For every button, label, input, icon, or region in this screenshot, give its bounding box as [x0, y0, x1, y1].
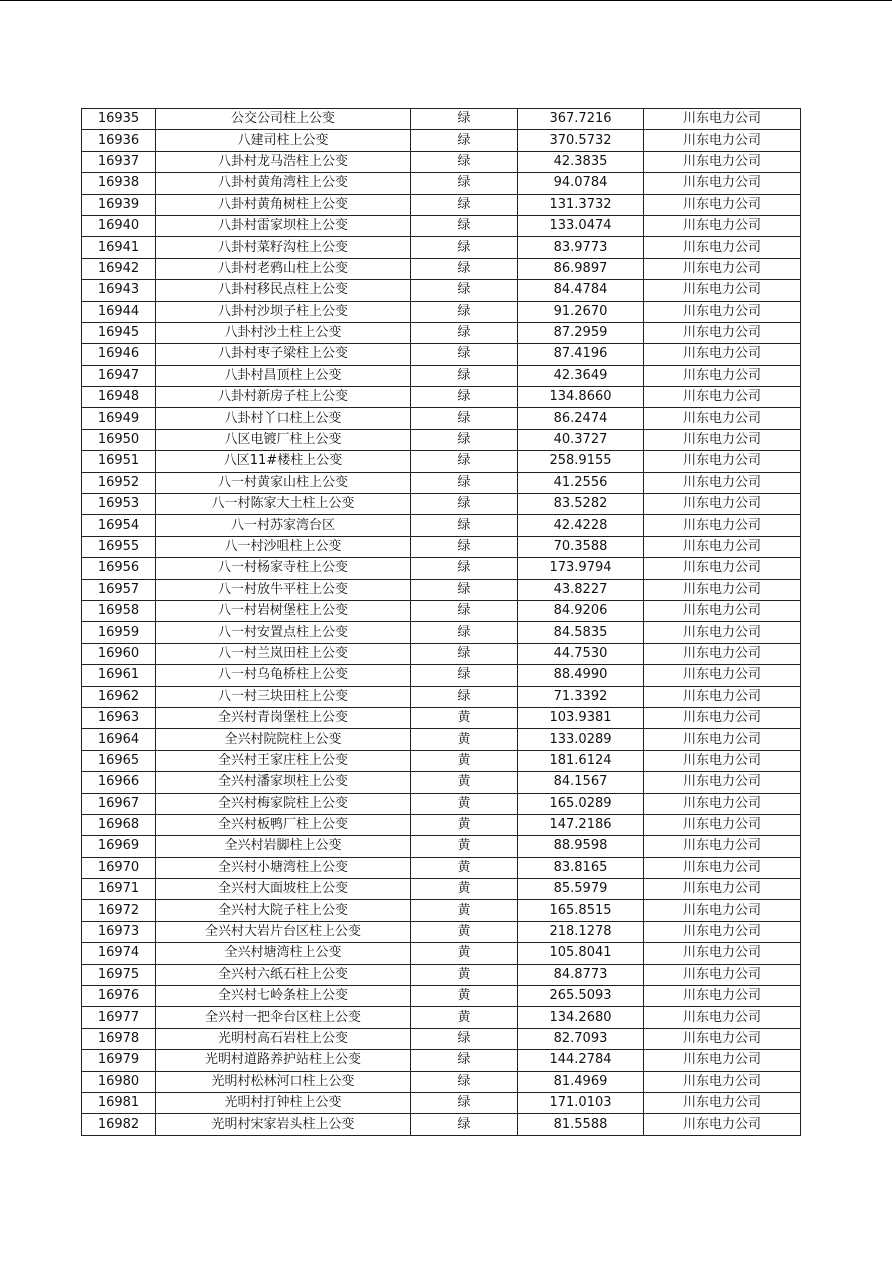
company-cell: 川东电力公司 [644, 494, 801, 515]
status-cell: 黄 [411, 900, 518, 921]
page-top-border [0, 0, 892, 1]
station-name-cell: 八一村黄家山柱上公变 [156, 472, 411, 493]
row-id-cell: 16941 [82, 237, 156, 258]
table-row [82, 1050, 801, 1071]
status-cell: 绿 [411, 322, 518, 343]
station-name-cell: 八卦村龙马浩柱上公变 [156, 151, 411, 172]
row-id-cell: 16978 [82, 1028, 156, 1049]
row-id-cell: 16940 [82, 215, 156, 236]
status-cell: 黄 [411, 772, 518, 793]
company-cell: 川东电力公司 [644, 1028, 801, 1049]
station-name-cell: 全兴村大院子柱上公变 [156, 900, 411, 921]
station-name-cell: 全兴村潘家坝柱上公变 [156, 772, 411, 793]
company-cell: 川东电力公司 [644, 857, 801, 878]
value-cell: 105.8041 [518, 943, 644, 964]
station-name-cell: 八卦村枣子梁柱上公变 [156, 344, 411, 365]
row-id-cell: 16960 [82, 643, 156, 664]
status-cell: 绿 [411, 494, 518, 515]
company-cell: 川东电力公司 [644, 515, 801, 536]
station-name-cell: 八卦村新房子柱上公变 [156, 387, 411, 408]
status-cell: 绿 [411, 622, 518, 643]
value-cell: 86.2474 [518, 408, 644, 429]
table-row [82, 494, 801, 515]
row-id-cell: 16959 [82, 622, 156, 643]
table-row [82, 964, 801, 985]
row-id-cell: 16971 [82, 879, 156, 900]
company-cell: 川东电力公司 [644, 943, 801, 964]
table-row [82, 109, 801, 130]
station-name-cell: 全兴村大面坡柱上公变 [156, 879, 411, 900]
station-name-cell: 八卦村昌顶柱上公变 [156, 365, 411, 386]
table-row [82, 857, 801, 878]
row-id-cell: 16964 [82, 729, 156, 750]
table-row [82, 686, 801, 707]
company-cell: 川东电力公司 [644, 1071, 801, 1092]
row-id-cell: 16945 [82, 322, 156, 343]
value-cell: 103.9381 [518, 707, 644, 728]
value-cell: 265.5093 [518, 986, 644, 1007]
station-name-cell: 全兴村梅家院柱上公变 [156, 793, 411, 814]
company-cell: 川东电力公司 [644, 1092, 801, 1113]
value-cell: 83.5282 [518, 494, 644, 515]
value-cell: 84.4784 [518, 280, 644, 301]
company-cell: 川东电力公司 [644, 429, 801, 450]
company-cell: 川东电力公司 [644, 1050, 801, 1071]
row-id-cell: 16949 [82, 408, 156, 429]
status-cell: 绿 [411, 151, 518, 172]
row-id-cell: 16938 [82, 173, 156, 194]
table-row [82, 194, 801, 215]
company-cell: 川东电力公司 [644, 793, 801, 814]
value-cell: 81.4969 [518, 1071, 644, 1092]
row-id-cell: 16955 [82, 536, 156, 557]
company-cell: 川东电力公司 [644, 814, 801, 835]
status-cell: 绿 [411, 558, 518, 579]
status-cell: 黄 [411, 1007, 518, 1028]
status-cell: 绿 [411, 237, 518, 258]
table-row [82, 622, 801, 643]
company-cell: 川东电力公司 [644, 387, 801, 408]
status-cell: 绿 [411, 1028, 518, 1049]
station-name-cell: 全兴村青岗堡柱上公变 [156, 707, 411, 728]
company-cell: 川东电力公司 [644, 1114, 801, 1135]
value-cell: 91.2670 [518, 301, 644, 322]
station-name-cell: 八一村苏家湾台区 [156, 515, 411, 536]
value-cell: 84.8773 [518, 964, 644, 985]
table-row [82, 729, 801, 750]
company-cell: 川东电力公司 [644, 472, 801, 493]
status-cell: 绿 [411, 1050, 518, 1071]
table-row [82, 772, 801, 793]
table-row [82, 429, 801, 450]
status-cell: 绿 [411, 109, 518, 130]
value-cell: 144.2784 [518, 1050, 644, 1071]
table-row [82, 130, 801, 151]
row-id-cell: 16936 [82, 130, 156, 151]
company-cell: 川东电力公司 [644, 665, 801, 686]
value-cell: 88.9598 [518, 836, 644, 857]
station-name-cell: 光明村高石岩柱上公变 [156, 1028, 411, 1049]
table-row [82, 986, 801, 1007]
value-cell: 165.8515 [518, 900, 644, 921]
table-row [82, 173, 801, 194]
station-name-cell: 八一村杨家寺柱上公变 [156, 558, 411, 579]
row-id-cell: 16975 [82, 964, 156, 985]
table-row [82, 814, 801, 835]
station-name-cell: 八卦村菜籽沟柱上公变 [156, 237, 411, 258]
station-name-cell: 八一村三块田柱上公变 [156, 686, 411, 707]
company-cell: 川东电力公司 [644, 686, 801, 707]
value-cell: 43.8227 [518, 579, 644, 600]
status-cell: 绿 [411, 472, 518, 493]
station-name-cell: 八卦村移民点柱上公变 [156, 280, 411, 301]
station-name-cell: 八卦村老鸦山柱上公变 [156, 258, 411, 279]
status-cell: 绿 [411, 408, 518, 429]
value-cell: 171.0103 [518, 1092, 644, 1113]
value-cell: 70.3588 [518, 536, 644, 557]
status-cell: 绿 [411, 280, 518, 301]
table-row [82, 365, 801, 386]
row-id-cell: 16958 [82, 600, 156, 621]
table-row [82, 1028, 801, 1049]
status-cell: 绿 [411, 173, 518, 194]
company-cell: 川东电力公司 [644, 707, 801, 728]
table-row [82, 301, 801, 322]
company-cell: 川东电力公司 [644, 344, 801, 365]
table-row [82, 836, 801, 857]
station-name-cell: 八卦村沙土柱上公变 [156, 322, 411, 343]
row-id-cell: 16970 [82, 857, 156, 878]
status-cell: 绿 [411, 515, 518, 536]
row-id-cell: 16977 [82, 1007, 156, 1028]
status-cell: 绿 [411, 1071, 518, 1092]
value-cell: 173.9794 [518, 558, 644, 579]
station-name-cell: 八一村安置点柱上公变 [156, 622, 411, 643]
row-id-cell: 16968 [82, 814, 156, 835]
station-name-cell: 八一村放牛平柱上公变 [156, 579, 411, 600]
table-body [82, 109, 801, 1136]
value-cell: 42.3649 [518, 365, 644, 386]
row-id-cell: 16961 [82, 665, 156, 686]
value-cell: 44.7530 [518, 643, 644, 664]
company-cell: 川东电力公司 [644, 365, 801, 386]
table-row [82, 943, 801, 964]
table-row [82, 793, 801, 814]
row-id-cell: 16979 [82, 1050, 156, 1071]
status-cell: 黄 [411, 793, 518, 814]
station-name-cell: 全兴村一把伞台区柱上公变 [156, 1007, 411, 1028]
company-cell: 川东电力公司 [644, 237, 801, 258]
status-cell: 绿 [411, 600, 518, 621]
row-id-cell: 16974 [82, 943, 156, 964]
company-cell: 川东电力公司 [644, 643, 801, 664]
station-name-cell: 八建司柱上公变 [156, 130, 411, 151]
value-cell: 40.3727 [518, 429, 644, 450]
table-row [82, 921, 801, 942]
value-cell: 134.2680 [518, 1007, 644, 1028]
status-cell: 绿 [411, 536, 518, 557]
station-name-cell: 全兴村岩脚柱上公变 [156, 836, 411, 857]
row-id-cell: 16948 [82, 387, 156, 408]
station-name-cell: 八一村沙咀柱上公变 [156, 536, 411, 557]
value-cell: 86.9897 [518, 258, 644, 279]
value-cell: 181.6124 [518, 750, 644, 771]
status-cell: 绿 [411, 451, 518, 472]
value-cell: 165.0289 [518, 793, 644, 814]
status-cell: 黄 [411, 943, 518, 964]
table-row [82, 536, 801, 557]
value-cell: 133.0474 [518, 215, 644, 236]
company-cell: 川东电力公司 [644, 109, 801, 130]
value-cell: 71.3392 [518, 686, 644, 707]
station-name-cell: 全兴村六纸石柱上公变 [156, 964, 411, 985]
row-id-cell: 16953 [82, 494, 156, 515]
station-name-cell: 八区电镀厂柱上公变 [156, 429, 411, 450]
status-cell: 绿 [411, 429, 518, 450]
company-cell: 川东电力公司 [644, 301, 801, 322]
row-id-cell: 16946 [82, 344, 156, 365]
table-row [82, 151, 801, 172]
station-name-cell: 全兴村院院柱上公变 [156, 729, 411, 750]
status-cell: 绿 [411, 579, 518, 600]
value-cell: 367.7216 [518, 109, 644, 130]
row-id-cell: 16947 [82, 365, 156, 386]
station-name-cell: 光明村松林河口柱上公变 [156, 1071, 411, 1092]
value-cell: 84.1567 [518, 772, 644, 793]
status-cell: 绿 [411, 344, 518, 365]
company-cell: 川东电力公司 [644, 322, 801, 343]
station-name-cell: 八卦村黄角湾柱上公变 [156, 173, 411, 194]
station-name-cell: 八区11#楼柱上公变 [156, 451, 411, 472]
station-name-cell: 八卦村黄角树柱上公变 [156, 194, 411, 215]
table-row [82, 1114, 801, 1135]
status-cell: 黄 [411, 707, 518, 728]
row-id-cell: 16981 [82, 1092, 156, 1113]
row-id-cell: 16967 [82, 793, 156, 814]
status-cell: 绿 [411, 387, 518, 408]
value-cell: 81.5588 [518, 1114, 644, 1135]
company-cell: 川东电力公司 [644, 921, 801, 942]
status-cell: 黄 [411, 921, 518, 942]
status-cell: 绿 [411, 365, 518, 386]
row-id-cell: 16950 [82, 429, 156, 450]
table-row [82, 451, 801, 472]
row-id-cell: 16957 [82, 579, 156, 600]
company-cell: 川东电力公司 [644, 836, 801, 857]
station-name-cell: 八一村岩树堡柱上公变 [156, 600, 411, 621]
status-cell: 黄 [411, 750, 518, 771]
value-cell: 87.4196 [518, 344, 644, 365]
table-row [82, 579, 801, 600]
company-cell: 川东电力公司 [644, 215, 801, 236]
row-id-cell: 16935 [82, 109, 156, 130]
company-cell: 川东电力公司 [644, 622, 801, 643]
company-cell: 川东电力公司 [644, 173, 801, 194]
table-row [82, 558, 801, 579]
data-table [81, 108, 801, 1136]
status-cell: 绿 [411, 130, 518, 151]
station-name-cell: 光明村打钟柱上公变 [156, 1092, 411, 1113]
company-cell: 川东电力公司 [644, 772, 801, 793]
value-cell: 147.2186 [518, 814, 644, 835]
company-cell: 川东电力公司 [644, 900, 801, 921]
company-cell: 川东电力公司 [644, 579, 801, 600]
value-cell: 85.5979 [518, 879, 644, 900]
row-id-cell: 16973 [82, 921, 156, 942]
station-name-cell: 全兴村小塘湾柱上公变 [156, 857, 411, 878]
status-cell: 黄 [411, 814, 518, 835]
company-cell: 川东电力公司 [644, 964, 801, 985]
row-id-cell: 16982 [82, 1114, 156, 1135]
row-id-cell: 16972 [82, 900, 156, 921]
station-name-cell: 八卦村丫口柱上公变 [156, 408, 411, 429]
row-id-cell: 16954 [82, 515, 156, 536]
company-cell: 川东电力公司 [644, 600, 801, 621]
station-name-cell: 光明村宋家岩头柱上公变 [156, 1114, 411, 1135]
row-id-cell: 16956 [82, 558, 156, 579]
status-cell: 绿 [411, 258, 518, 279]
row-id-cell: 16976 [82, 986, 156, 1007]
table-row [82, 344, 801, 365]
row-id-cell: 16966 [82, 772, 156, 793]
company-cell: 川东电力公司 [644, 1007, 801, 1028]
table-row [82, 515, 801, 536]
value-cell: 84.9206 [518, 600, 644, 621]
company-cell: 川东电力公司 [644, 258, 801, 279]
row-id-cell: 16965 [82, 750, 156, 771]
row-id-cell: 16944 [82, 301, 156, 322]
table-row [82, 900, 801, 921]
value-cell: 83.8165 [518, 857, 644, 878]
table-row [82, 665, 801, 686]
table-row [82, 258, 801, 279]
company-cell: 川东电力公司 [644, 408, 801, 429]
company-cell: 川东电力公司 [644, 729, 801, 750]
row-id-cell: 16939 [82, 194, 156, 215]
status-cell: 绿 [411, 1114, 518, 1135]
table-row [82, 215, 801, 236]
table-row [82, 643, 801, 664]
company-cell: 川东电力公司 [644, 451, 801, 472]
row-id-cell: 16951 [82, 451, 156, 472]
table-row [82, 1092, 801, 1113]
row-id-cell: 16969 [82, 836, 156, 857]
status-cell: 绿 [411, 301, 518, 322]
row-id-cell: 16962 [82, 686, 156, 707]
value-cell: 94.0784 [518, 173, 644, 194]
value-cell: 42.3835 [518, 151, 644, 172]
station-name-cell: 全兴村塘湾柱上公变 [156, 943, 411, 964]
company-cell: 川东电力公司 [644, 130, 801, 151]
station-name-cell: 公交公司柱上公变 [156, 109, 411, 130]
value-cell: 133.0289 [518, 729, 644, 750]
table-row [82, 707, 801, 728]
table-row [82, 879, 801, 900]
value-cell: 82.7093 [518, 1028, 644, 1049]
status-cell: 黄 [411, 964, 518, 985]
row-id-cell: 16952 [82, 472, 156, 493]
table-row [82, 1071, 801, 1092]
company-cell: 川东电力公司 [644, 280, 801, 301]
status-cell: 黄 [411, 857, 518, 878]
value-cell: 83.9773 [518, 237, 644, 258]
table-row [82, 600, 801, 621]
station-name-cell: 全兴村七岭条柱上公变 [156, 986, 411, 1007]
station-name-cell: 八一村陈家大土柱上公变 [156, 494, 411, 515]
station-name-cell: 全兴村板鸭厂柱上公变 [156, 814, 411, 835]
value-cell: 131.3732 [518, 194, 644, 215]
status-cell: 黄 [411, 986, 518, 1007]
company-cell: 川东电力公司 [644, 536, 801, 557]
company-cell: 川东电力公司 [644, 558, 801, 579]
station-name-cell: 全兴村大岩片台区柱上公变 [156, 921, 411, 942]
value-cell: 84.5835 [518, 622, 644, 643]
row-id-cell: 16942 [82, 258, 156, 279]
station-name-cell: 光明村道路养护站柱上公变 [156, 1050, 411, 1071]
company-cell: 川东电力公司 [644, 750, 801, 771]
table-row [82, 237, 801, 258]
table-row [82, 750, 801, 771]
status-cell: 绿 [411, 1092, 518, 1113]
table-row [82, 472, 801, 493]
status-cell: 绿 [411, 643, 518, 664]
table-row [82, 408, 801, 429]
status-cell: 绿 [411, 215, 518, 236]
value-cell: 218.1278 [518, 921, 644, 942]
value-cell: 41.2556 [518, 472, 644, 493]
status-cell: 黄 [411, 879, 518, 900]
company-cell: 川东电力公司 [644, 879, 801, 900]
status-cell: 绿 [411, 665, 518, 686]
station-name-cell: 八卦村雷家坝柱上公变 [156, 215, 411, 236]
table-row [82, 280, 801, 301]
value-cell: 370.5732 [518, 130, 644, 151]
row-id-cell: 16943 [82, 280, 156, 301]
value-cell: 42.4228 [518, 515, 644, 536]
value-cell: 87.2959 [518, 322, 644, 343]
company-cell: 川东电力公司 [644, 194, 801, 215]
table-row [82, 322, 801, 343]
station-name-cell: 八一村兰岚田柱上公变 [156, 643, 411, 664]
status-cell: 黄 [411, 836, 518, 857]
row-id-cell: 16937 [82, 151, 156, 172]
station-name-cell: 八卦村沙坝子柱上公变 [156, 301, 411, 322]
status-cell: 绿 [411, 194, 518, 215]
company-cell: 川东电力公司 [644, 151, 801, 172]
company-cell: 川东电力公司 [644, 986, 801, 1007]
value-cell: 258.9155 [518, 451, 644, 472]
status-cell: 黄 [411, 729, 518, 750]
table-row [82, 387, 801, 408]
status-cell: 绿 [411, 686, 518, 707]
row-id-cell: 16980 [82, 1071, 156, 1092]
table-row [82, 1007, 801, 1028]
value-cell: 88.4990 [518, 665, 644, 686]
row-id-cell: 16963 [82, 707, 156, 728]
station-name-cell: 八一村乌龟桥柱上公变 [156, 665, 411, 686]
station-name-cell: 全兴村王家庄柱上公变 [156, 750, 411, 771]
value-cell: 134.8660 [518, 387, 644, 408]
